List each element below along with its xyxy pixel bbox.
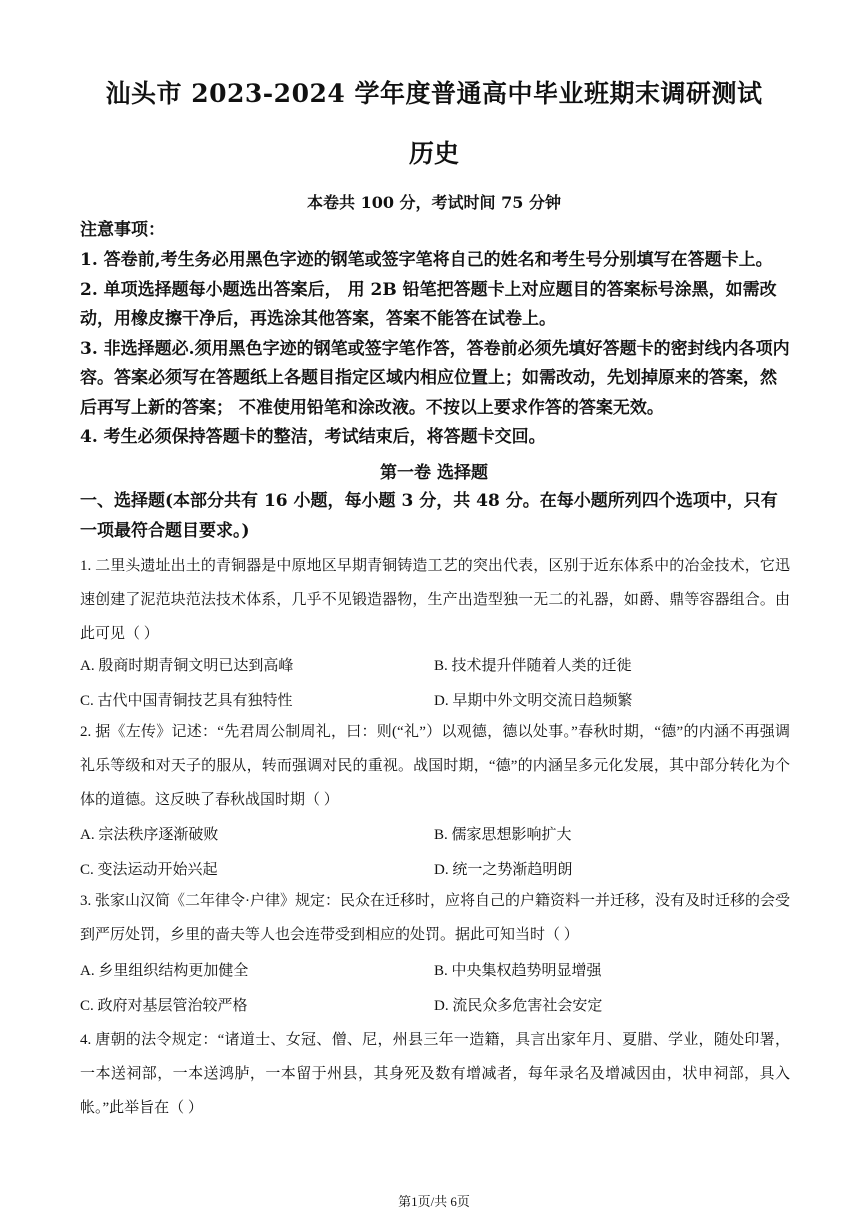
option-a[interactable]: A. 殷商时期青铜文明已达到高峰 [80, 658, 294, 674]
option-b[interactable]: B. 儒家思想影响扩大 [434, 827, 572, 843]
notice-item: 1. 答卷前,考生务必用黑色字迹的钢笔或签字笔将自己的姓名和考生号分别填写在答题卡上。 [80, 250, 773, 270]
option-a[interactable]: A. 宗法秩序逐渐破败 [80, 827, 219, 843]
option-c[interactable]: C. 古代中国青铜技艺具有独特性 [80, 693, 293, 709]
question-stem: 1. 二里头遗址出土的青铜器是中原地区早期青铜铸造工艺的突出代表，区别于近东体系中的冶金技术，它迅速创建了泥范块范法技术体系，几乎不见锻造器物，生产出造型独一无二的礼器，如爵、鼎等容器组合。由此可见（ ） [80, 558, 790, 642]
part-heading: 一、选择题(本部分共有 16 小题，每小题 3 分，共 48 分。在每小题所列四个选项中，只有一项最符合题目要求。) [80, 491, 778, 541]
question-3 [80, 884, 790, 952]
page-number: 第1页/共 6页 [398, 1194, 470, 1209]
option-a[interactable]: A. 乡里组织结构更加健全 [80, 963, 249, 979]
notice-item: 2. 单项选择题每小题选出答案后， 用 2B 铅笔把答题卡上对应题目的答案标号涂黑，如需改动，用橡皮擦干净后，再选涂其他答案，答案不能答在试卷上。 [80, 279, 777, 329]
notice-list [80, 246, 792, 453]
option-c[interactable]: C. 政府对基层管治较严格 [80, 998, 248, 1014]
notice-item: 4. 考生必须保持答题卡的整洁，考试结束后，将答题卡交回。 [80, 427, 546, 447]
notice-heading: 注意事项： [80, 220, 165, 240]
option-d[interactable]: D. 早期中外文明交流日趋频繁 [434, 693, 633, 709]
question-stem: 3. 张家山汉简《二年律令·户律》规定：民众在迁移时，应将自己的户籍资料一并迁移，没有及时迁移的会受到严厉处罚，乡里的啬夫等人也会连带受到相应的处罚。据此可知当时（ ） [80, 893, 790, 943]
question-4 [80, 1023, 790, 1125]
exam-title: 汕头市 2023-2024 学年度普通高中毕业班期末调研测试 [105, 79, 763, 108]
subject-title: 历史 [408, 139, 459, 168]
exam-meta: 本卷共 100 分，考试时间 75 分钟 [307, 193, 561, 212]
option-d[interactable]: D. 统一之势渐趋明朗 [434, 862, 573, 878]
question-1-options [80, 654, 790, 724]
option-d[interactable]: D. 流民众多危害社会安定 [434, 998, 603, 1014]
notice-item: 3. 非选择题必.须用黑色字迹的钢笔或签字笔作答，答卷前必须先填好答题卡的密封线内各项内容。答案必须写在答题纸上各题目指定区域内相应位置上；如需改动，先划掉原来的答案，然后再写上新的答案； 不准使用铅笔和涂改液。不按以上要求作答的答案无效。 [80, 338, 790, 418]
question-stem: 4. 唐朝的法令规定：“诸道士、女冠、僧、尼，州县三年一造籍，具言出家年月、夏腊、学业，随处印署，一本送祠部，一本送鸿胪，一本留于州县，其身死及数有增减者，每年录名及增减因由，状申祠部，具入帐。”此举旨在（ ） [80, 1032, 790, 1116]
question-stem: 2. 据《左传》记述：“先君周公制周礼，曰：则(“礼”）以观德，德以处事。”春秋时期，“德”的内涵不再强调礼乐等级和对天子的服从，转而强调对民的重视。战国时期，“德”的内涵呈多元化发展，其中部分转化为个体的道德。这反映了春秋战国时期（ ） [80, 724, 790, 808]
section-heading: 第一卷 选择题 [380, 463, 488, 483]
question-1 [80, 549, 790, 651]
question-2 [80, 715, 790, 817]
question-3-options [80, 959, 790, 1029]
question-2-options [80, 823, 790, 893]
option-c[interactable]: C. 变法运动开始兴起 [80, 862, 218, 878]
option-b[interactable]: B. 中央集权趋势明显增强 [434, 963, 602, 979]
option-b[interactable]: B. 技术提升伴随着人类的迁徙 [434, 658, 632, 674]
